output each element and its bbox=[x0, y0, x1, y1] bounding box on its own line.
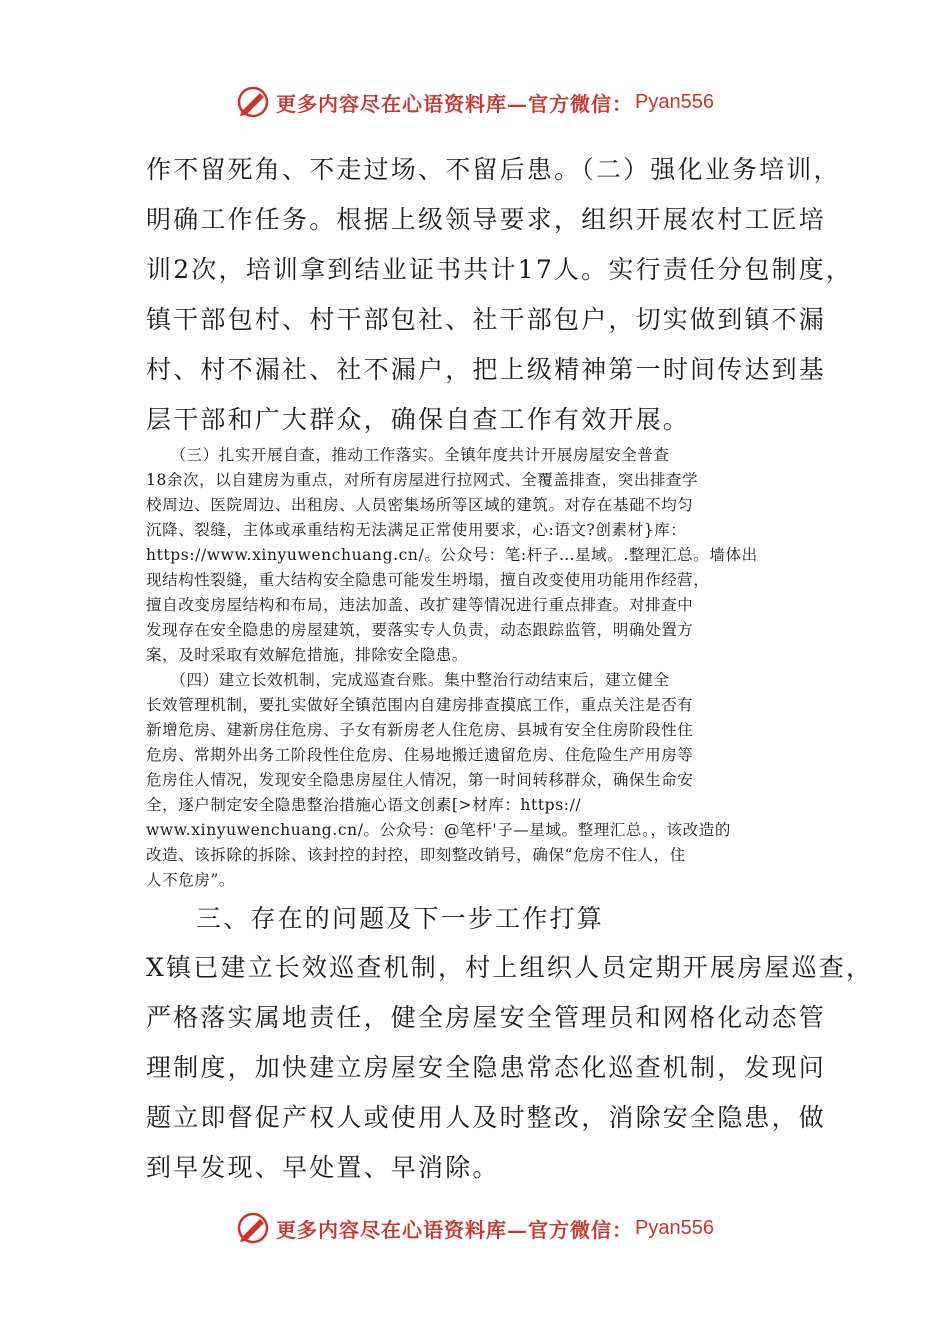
text-line: （三）扎实开展自查，推动工作落实。全镇年度共计开展房屋安全普查 bbox=[146, 446, 670, 464]
text-line: 校周边、医院周边、出租房、人员密集场所等区域的建筑。对存在基础不均匀 bbox=[146, 496, 694, 514]
text-line: 危房、常期外出务工阶段性住危房、住易地搬迁遗留危房、住危险生产用房等 bbox=[146, 746, 694, 764]
text-line: 明确工作任务。根据上级领导要求，组织开展农村工匠培 bbox=[146, 205, 827, 234]
text-line: 理制度，加快建立房屋安全隐患常态化巡查机制，发现问 bbox=[146, 1053, 827, 1082]
text-line: 村、村不漏社、社不漏户，把上级精神第一时间传达到基 bbox=[146, 355, 827, 384]
text-line: 18余次，以自建房为重点，对所有房屋进行拉网式、全覆盖排查，突出排查学 bbox=[146, 471, 699, 489]
text-line: （四）建立长效机制，完成巡查台账。集中整治行动结束后，建立健全 bbox=[146, 671, 670, 689]
text-line: 严格落实属地责任，健全房屋安全管理员和网格化动态管 bbox=[146, 1003, 827, 1032]
text-line: 改造、该拆除的拆除、该封控的封控，即刻整改销号，确保“危房不住人，住 bbox=[146, 846, 686, 864]
text-line: 危房住人情况，发现安全隐患房屋住人情况，第一时间转移群众，确保生命安 bbox=[146, 771, 694, 789]
watermark-wechat-id: Pyan556 bbox=[635, 1216, 714, 1239]
text-line: 人不危房”。 bbox=[146, 871, 236, 889]
text-line: www.xinyuwenchuang.cn/。公众号：@笔杆'子—星域。整理汇总。，该改造的 bbox=[146, 821, 731, 839]
paragraph-next-steps bbox=[146, 943, 874, 1193]
text-line: 案，及时采取有效解危措施，排除安全隐患。 bbox=[146, 646, 469, 664]
watermark-text: 更多内容尽在心语资料库—官方微信： bbox=[276, 1217, 634, 1242]
section-heading: 三、存在的问题及下一步工作打算 bbox=[196, 904, 605, 933]
text-line: 题立即督促产权人或使用人及时整改，消除安全隐患，做 bbox=[146, 1103, 827, 1132]
watermark-bottom bbox=[0, 1208, 950, 1248]
pen-logo-icon bbox=[236, 85, 270, 119]
text-line: 到早发现、早处置、早消除。 bbox=[146, 1153, 500, 1182]
pen-logo-icon bbox=[236, 1211, 270, 1245]
paragraph-self-inspection bbox=[146, 443, 808, 893]
paragraph-training bbox=[146, 145, 854, 445]
watermark-text: 更多内容尽在心语资料库—官方微信： bbox=[276, 91, 634, 116]
text-line: 新增危房、建新房住危房、子女有新房老人住危房、县城有安全住房阶段性住 bbox=[146, 721, 694, 739]
text-line: https://www.xinyuwenchuang.cn/。公众号：笔:杆子…星域。.整理汇总。墙体出 bbox=[146, 546, 758, 564]
text-line: 长效管理机制，要扎实做好全镇范围内自建房排查摸底工作，重点关注是否有 bbox=[146, 696, 694, 714]
watermark-top bbox=[0, 82, 950, 122]
text-line: 层干部和广大群众，确保自查工作有效开展。 bbox=[146, 405, 691, 434]
text-line: 现结构性裂缝，重大结构安全隐患可能发生坍塌，擅自改变使用功能用作经营， bbox=[146, 571, 710, 589]
watermark-wechat-id: Pyan556 bbox=[635, 90, 714, 113]
text-line: 发现存在安全隐患的房屋建筑，要落实专人负责，动态跟踪监管，明确处置方 bbox=[146, 621, 694, 639]
text-line: 训2次，培训拿到结业证书共计17人。实行责任分包制度， bbox=[146, 255, 854, 284]
text-line: 镇干部包村、村干部包社、社干部包户，切实做到镇不漏 bbox=[146, 305, 827, 334]
text-line: X镇已建立长效巡查机制，村上组织人员定期开展房屋巡查， bbox=[146, 953, 874, 982]
text-line: 沉降、裂缝，主体或承重结构无法满足正常使用要求，心:语文?创素材}库： bbox=[146, 521, 687, 539]
text-line: 全，逐户制定安全隐患整治措施心语文创素[>材库：https:// bbox=[146, 796, 582, 814]
text-line: 作不留死角、不走过场、不留后患。（二）强化业务培训， bbox=[146, 155, 841, 184]
text-line: 擅自改变房屋结构和布局，违法加盖、改扩建等情况进行重点排查。对排查中 bbox=[146, 596, 694, 614]
